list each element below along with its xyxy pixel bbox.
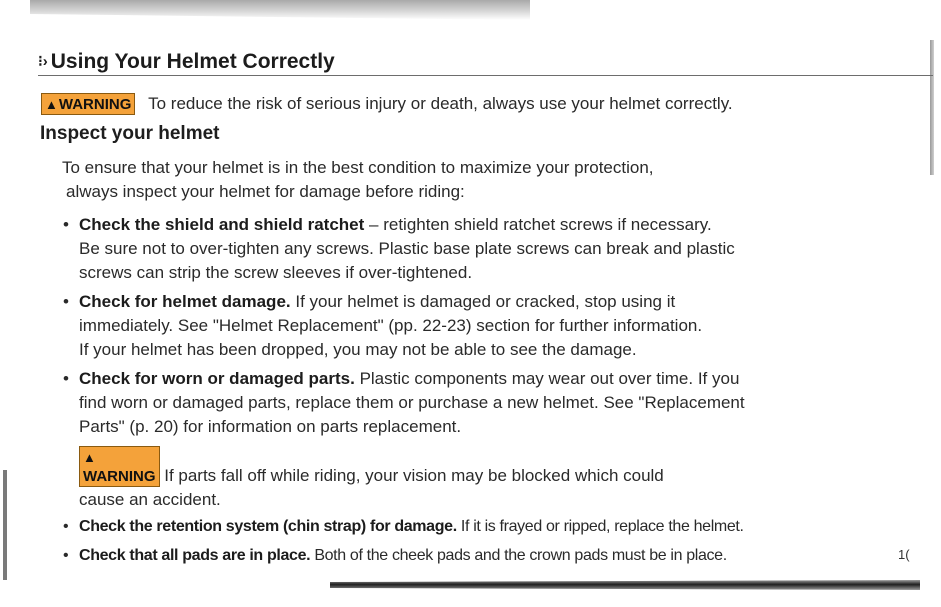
bullet-text: Be sure not to over-tighten any screws. Plastic base plate screws can break and plastic <box>79 239 735 258</box>
list-item <box>62 515 922 539</box>
bullet-dot: • <box>63 292 69 311</box>
warning-badge <box>41 93 135 115</box>
list-item <box>62 290 922 362</box>
intro-line: always inspect your helmet for damage before riding: <box>66 182 465 201</box>
bullet-lead: Check the retention system (chin strap) for damage. <box>79 518 457 535</box>
bullet-text: If your helmet is damaged or cracked, stop using it <box>290 292 676 311</box>
scan-shadow-bottom <box>330 580 920 590</box>
top-warning <box>41 93 733 115</box>
section-title: Using Your Helmet Correctly <box>50 50 335 73</box>
bullet-lead: Check for helmet damage. <box>79 292 291 311</box>
scan-edge-left <box>3 470 7 580</box>
bullet-lead: Check that all pads are in place. <box>79 547 311 564</box>
intro-line: To ensure that your helmet is in the best condition to maximize your protection, <box>62 158 654 177</box>
warning-badge <box>79 446 160 487</box>
inline-warning <box>79 446 922 512</box>
bullet-text: If your helmet has been dropped, you may not be able to see the damage. <box>79 340 637 359</box>
page-number: 1( <box>898 547 910 562</box>
bullet-text: immediately. See "Helmet Replacement" (pp. 22-23) section for further information. <box>79 316 703 335</box>
bullet-dot: • <box>63 215 69 234</box>
bullet-dot: • <box>63 369 69 388</box>
bullet-text: screws can strip the screw sleeves if over-tightened. <box>79 263 473 282</box>
scan-shadow-top <box>30 0 530 20</box>
inspect-intro <box>62 156 654 204</box>
warning-badge-label: WARNING <box>58 96 132 113</box>
warning-badge-label: WARNING <box>83 468 156 485</box>
warning-triangle-icon: ▲ <box>83 450 96 465</box>
list-item <box>62 544 922 568</box>
bullet-text: If it is frayed or ripped, replace the helmet. <box>456 518 744 535</box>
section-arrow-icon: ⁝› <box>38 53 48 70</box>
bullet-text: Both of the cheek pads and the crown pads must be in place. <box>310 547 727 564</box>
bullet-text: find worn or damaged parts, replace them or purchase a new helmet. See "Replacement <box>79 393 745 412</box>
bullet-lead: Check the shield and shield ratchet <box>79 215 365 234</box>
bullet-dot: • <box>63 518 69 535</box>
bullet-text: Parts" (p. 20) for information on parts replacement. <box>79 417 462 436</box>
top-warning-text: To reduce the risk of serious injury or death, always use your helmet correctly. <box>148 94 733 113</box>
warning-text: If parts fall off while riding, your vision may be blocked which could <box>159 466 664 485</box>
list-item <box>62 367 922 512</box>
warning-text: cause an accident. <box>79 490 221 509</box>
bullet-text: – retighten shield ratchet screws if necessary. <box>364 215 712 234</box>
inspection-checklist <box>62 213 922 568</box>
bullet-lead: Check for worn or damaged parts. <box>79 369 355 388</box>
list-item <box>62 213 922 285</box>
inspect-heading: Inspect your helmet <box>40 123 220 144</box>
bullet-dot: • <box>63 547 69 564</box>
section-heading <box>38 50 933 76</box>
bullet-text: Plastic components may wear out over time. If you <box>354 369 740 388</box>
warning-triangle-icon: ▲ <box>45 97 58 112</box>
